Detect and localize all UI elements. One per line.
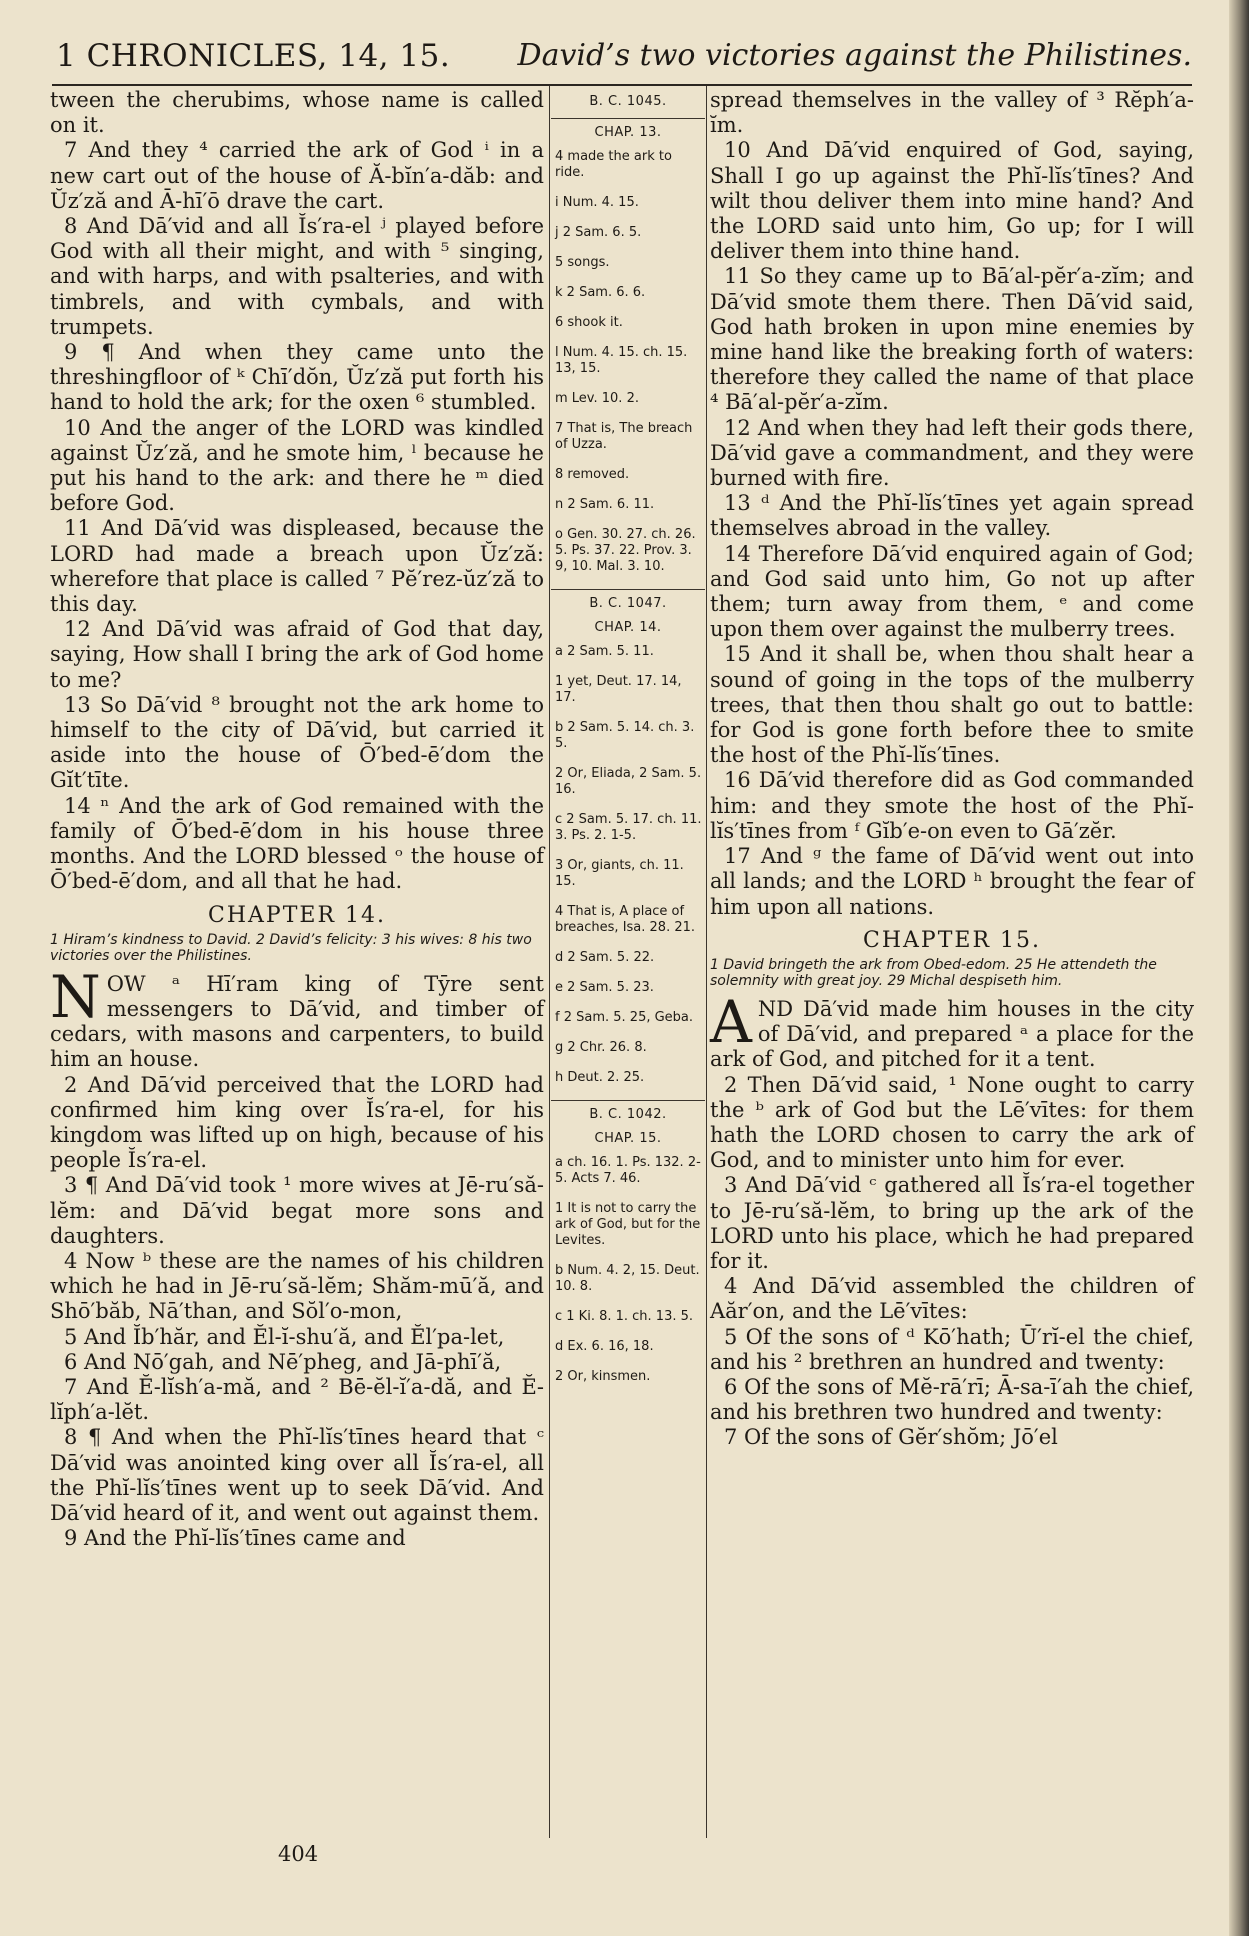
verse: 16 Dā′vid therefore did as God commanded him: and they smote the host of the Phĭ-lĭs′tīnes from ᶠ Gĭb′e-on even to Gā′zĕr. <box>710 768 1194 843</box>
cross-reference: n 2 Sam. 6. 11. <box>555 497 655 512</box>
divider <box>551 1100 705 1101</box>
cross-reference: 8 removed. <box>555 467 630 482</box>
dropcap: A <box>710 987 752 1056</box>
cross-reference: j 2 Sam. 6. 5. <box>555 225 642 240</box>
verse: 5 Of the sons of ᵈ Kō′hath; Ū′rĭ-el the chief, and his ² brethren an hundred and twenty: <box>710 1324 1194 1374</box>
cross-reference: l Num. 4. 15. ch. 15. 13, 15. <box>555 345 688 376</box>
chapter-marker: CHAP. 13. <box>594 125 662 140</box>
verse: 8 And Dā′vid and all Ĭs′ra-el ʲ played before God with all their might, and with ⁵ singing, and with harps, and with psalteries, and with timbrels, and with cymbals, and with trumpets. <box>50 214 544 339</box>
cross-reference: m Lev. 10. 2. <box>555 391 639 406</box>
verse: 5 And Ĭb′hăr, and Ĕl-ĭ-shu′ă, and Ĕl′pa-let, <box>64 1324 505 1349</box>
chapter-14-summary: 1 Hiram’s kindness to David. 2 David’s felicity: 3 his wives: 8 his two victories over the Philistines. <box>50 931 532 964</box>
chapter-15-heading: CHAPTER 15. <box>863 927 1041 953</box>
date-marker: B. C. 1042. <box>589 1107 667 1122</box>
verse: OW ᵃ Hī′ram king of Tȳre sent messengers to Dā′vid, and timber of cedars, with masons and carpenters, to build him an house. <box>50 971 544 1072</box>
verse: 17 And ᵍ the fame of Dā′vid went out into all lands; and the LORD ʰ brought the fear of him upon all nations. <box>710 844 1194 919</box>
cross-reference: g 2 Chr. 26. 8. <box>555 1040 647 1055</box>
verse: 8 ¶ And when the Phĭ-lĭs′tīnes heard that ᶜ Dā′vid was anointed king over all Ĭs′ra-el, all the Phĭ-lĭs′tīnes went up to seek Dā′vid. And Dā′vid heard of it, and went out against them. <box>50 1425 544 1525</box>
chapter-marker: CHAP. 14. <box>594 620 662 635</box>
chapter-15-summary: 1 David bringeth the ark from Obed-edom. 25 He attendeth the solemnity with great joy. 29 Michal despiseth him. <box>710 956 1157 989</box>
cross-reference: d Ex. 6. 16, 18. <box>555 1339 654 1354</box>
cross-reference: e 2 Sam. 5. 23. <box>555 980 654 995</box>
chapter-14-heading: CHAPTER 14. <box>208 902 386 928</box>
verse: 15 And it shall be, when thou shalt hear a sound of going in the tops of the mulberry trees, that then thou shalt go out to battle: for God is gone forth before thee to smite the host of the Phĭ-lĭs′tīnes. <box>710 642 1194 768</box>
divider <box>551 118 705 119</box>
cross-reference: a ch. 16. 1. Ps. 132. 2-5. Acts 7. 46. <box>555 1155 701 1186</box>
verse: 2 And Dā′vid perceived that the LORD had confirmed him king over Ĭs′ra-el, for his kingdom was lifted up on high, because of his people Ĭs′ra-el. <box>50 1072 544 1173</box>
cross-reference: a 2 Sam. 5. 11. <box>555 644 654 659</box>
verse: 2 Then Dā′vid said, ¹ None ought to carry the ᵇ ark of God but the Lē′vītes: for them hath the LORD chosen to carry the ark of God, and to minister unto him for ever. <box>710 1072 1194 1173</box>
right-text-column <box>710 88 1194 1451</box>
verse: 12 And when they had left their gods there, Dā′vid gave a commandment, and they were burned with fire. <box>710 415 1194 491</box>
cross-reference: c 1 Ki. 8. 1. ch. 13. 5. <box>555 1309 694 1324</box>
verse: 11 So they came up to Bā′al-pĕr′a-zĭm; and Dā′vid smote them there. Then Dā′vid said, God hath broken in upon mine enemies by mine hand like the breaking forth of waters: therefore they called the name of that place ⁴ Bā′al-pĕr′a-zĭm. <box>710 264 1194 415</box>
book-chapter-reference: 1 CHRONICLES, 14, 15. <box>56 38 451 74</box>
date-marker: B. C. 1045. <box>589 94 667 109</box>
chapter-marker: CHAP. 15. <box>594 1131 662 1146</box>
date-marker: B. C. 1047. <box>589 596 667 611</box>
cross-reference: 5 songs. <box>555 255 610 270</box>
cross-reference: b Num. 4. 2, 15. Deut. 10. 8. <box>555 1263 700 1294</box>
cross-reference: 4 made the ark to ride. <box>555 149 672 180</box>
verse: 7 Of the sons of Gĕr′shŏm; Jō′el <box>724 1425 1058 1450</box>
verse: 9 ¶ And when they came unto the threshingfloor of ᵏ Chī′dŏn, Ŭz′ză put forth his hand to hold the ark; for the oxen ⁶ stumbled. <box>50 340 544 415</box>
running-header <box>52 38 1192 86</box>
verse: 7 And they ⁴ carried the ark of God ⁱ in a new cart out of the house of Ă-bĭn′a-dăb: and Ŭz′ză and Ā-hī′ō drave the cart. <box>50 138 544 213</box>
cross-reference: i Num. 4. 15. <box>555 195 639 210</box>
page-number: 404 <box>278 1842 319 1866</box>
divider <box>551 589 705 590</box>
verse: spread themselves in the valley of ³ Rĕph′a-ĭm. <box>710 88 1194 138</box>
page-edge-shadow <box>1229 0 1249 1936</box>
column-rule <box>706 86 707 1838</box>
column-rule <box>549 86 550 1838</box>
dropcap: N <box>50 962 101 1031</box>
cross-reference: 3 Or, giants, ch. 11. 15. <box>555 858 684 889</box>
verse: 6 Of the sons of Mĕ-rā′rī; Ā-sa-ī′ah the chief, and his brethren two hundred and twenty: <box>710 1374 1194 1425</box>
cross-reference: k 2 Sam. 6. 6. <box>555 285 646 300</box>
cross-reference: h Deut. 2. 25. <box>555 1070 645 1085</box>
cross-reference: c 2 Sam. 5. 17. ch. 11. 3. Ps. 2. 1-5. <box>555 812 702 843</box>
verse: 14 ⁿ And the ark of God remained with the family of Ō′bed-ē′dom in his house three months. And the LORD blessed ᵒ the house of Ō′bed-ē′dom, and all that he had. <box>50 793 544 894</box>
cross-reference: f 2 Sam. 5. 25, Geba. <box>555 1010 694 1025</box>
verse: 3 ¶ And Dā′vid took ¹ more wives at Jē-ru′să-lĕm: and Dā′vid begat more sons and daughters. <box>50 1173 544 1248</box>
page-topic-title: David’s two victories against the Philistines. <box>517 38 1192 73</box>
cross-reference: d 2 Sam. 5. 22. <box>555 950 655 965</box>
verse: 3 And Dā′vid ᶜ gathered all Ĭs′ra-el together to Jē-ru′să-lĕm, to bring up the ark of the LORD unto his place, which he had prepared for it. <box>710 1173 1194 1273</box>
verse: 14 Therefore Dā′vid enquired again of God; and God said unto him, Go not up after them; turn away from them, ᵉ and come upon them over against the mulberry trees. <box>710 541 1194 642</box>
verse: 4 And Dā′vid assembled the children of Aăr′on, and the Lē′vītes: <box>710 1274 1194 1324</box>
cross-reference: o Gen. 30. 27. ch. 26. 5. Ps. 37. 22. Prov. 3. 9, 10. Mal. 3. 10. <box>555 527 696 574</box>
cross-reference: 4 That is, A place of breaches, Isa. 28. 21. <box>555 904 696 935</box>
cross-reference: 7 That is, The breach of Uzza. <box>555 421 693 452</box>
cross-reference: 2 Or, kinsmen. <box>555 1369 651 1384</box>
verse: tween the cherubims, whose name is called on it. <box>50 88 544 138</box>
verse: 13 ᵈ And the Phĭ-lĭs′tīnes yet again spread themselves abroad in the valley. <box>710 491 1194 541</box>
verse: 4 Now ᵇ these are the names of his children which he had in Jē-ru′să-lĕm; Shăm-mū′ă, and Shō′băb, Nā′than, and Sŏl′o-mon, <box>50 1248 544 1324</box>
cross-reference-column <box>551 88 705 1399</box>
verse: 10 And the anger of the LORD was kindled against Ŭz′ză, and he smote him, ˡ because he put his hand to the ark: and there he ᵐ died before God. <box>50 415 544 516</box>
left-text-column <box>50 88 544 1551</box>
verse: 13 So Dā′vid ⁸ brought not the ark home to himself to the city of Dā′vid, but carried it aside into the house of Ō′bed-ē′dom the Gĭt′tīte. <box>50 692 544 793</box>
cross-reference: 2 Or, Eliada, 2 Sam. 5. 16. <box>555 766 702 797</box>
verse: ND Dā′vid made him houses in the city of Dā′vid, and prepared ᵃ a place for the ark of God, and pitched for it a tent. <box>710 996 1194 1072</box>
verse: 9 And the Phĭ-lĭs′tīnes came and <box>64 1526 406 1551</box>
cross-reference: 1 It is not to carry the ark of God, but for the Levites. <box>555 1201 701 1248</box>
verse: 11 And Dā′vid was displeased, because the LORD had made a breach upon Ŭz′ză: wherefore that place is called ⁷ Pĕ′rez-ŭz′ză to this day. <box>50 516 544 617</box>
verse: 7 And Ĕ-lĭsh′a-mă, and ² Bē-ĕl-ĭ′a-dă, and Ĕ-lĭph′a-lĕt. <box>50 1374 544 1425</box>
cross-reference: 1 yet, Deut. 17. 14, 17. <box>555 674 682 705</box>
verse: 12 And Dā′vid was afraid of God that day, saying, How shall I bring the ark of God home to me? <box>50 617 544 692</box>
cross-reference: 6 shook it. <box>555 315 623 330</box>
cross-reference: b 2 Sam. 5. 14. ch. 3. 5. <box>555 720 695 751</box>
verse: 6 And Nō′gah, and Nē′pheg, and Jā-phī′ă, <box>64 1349 502 1374</box>
verse: 10 And Dā′vid enquired of God, saying, Shall I go up against the Phĭ-lĭs′tīnes? And wilt thou deliver them into mine hand? And the LORD said unto him, Go up; for I will deliver them into thine hand. <box>710 138 1194 264</box>
